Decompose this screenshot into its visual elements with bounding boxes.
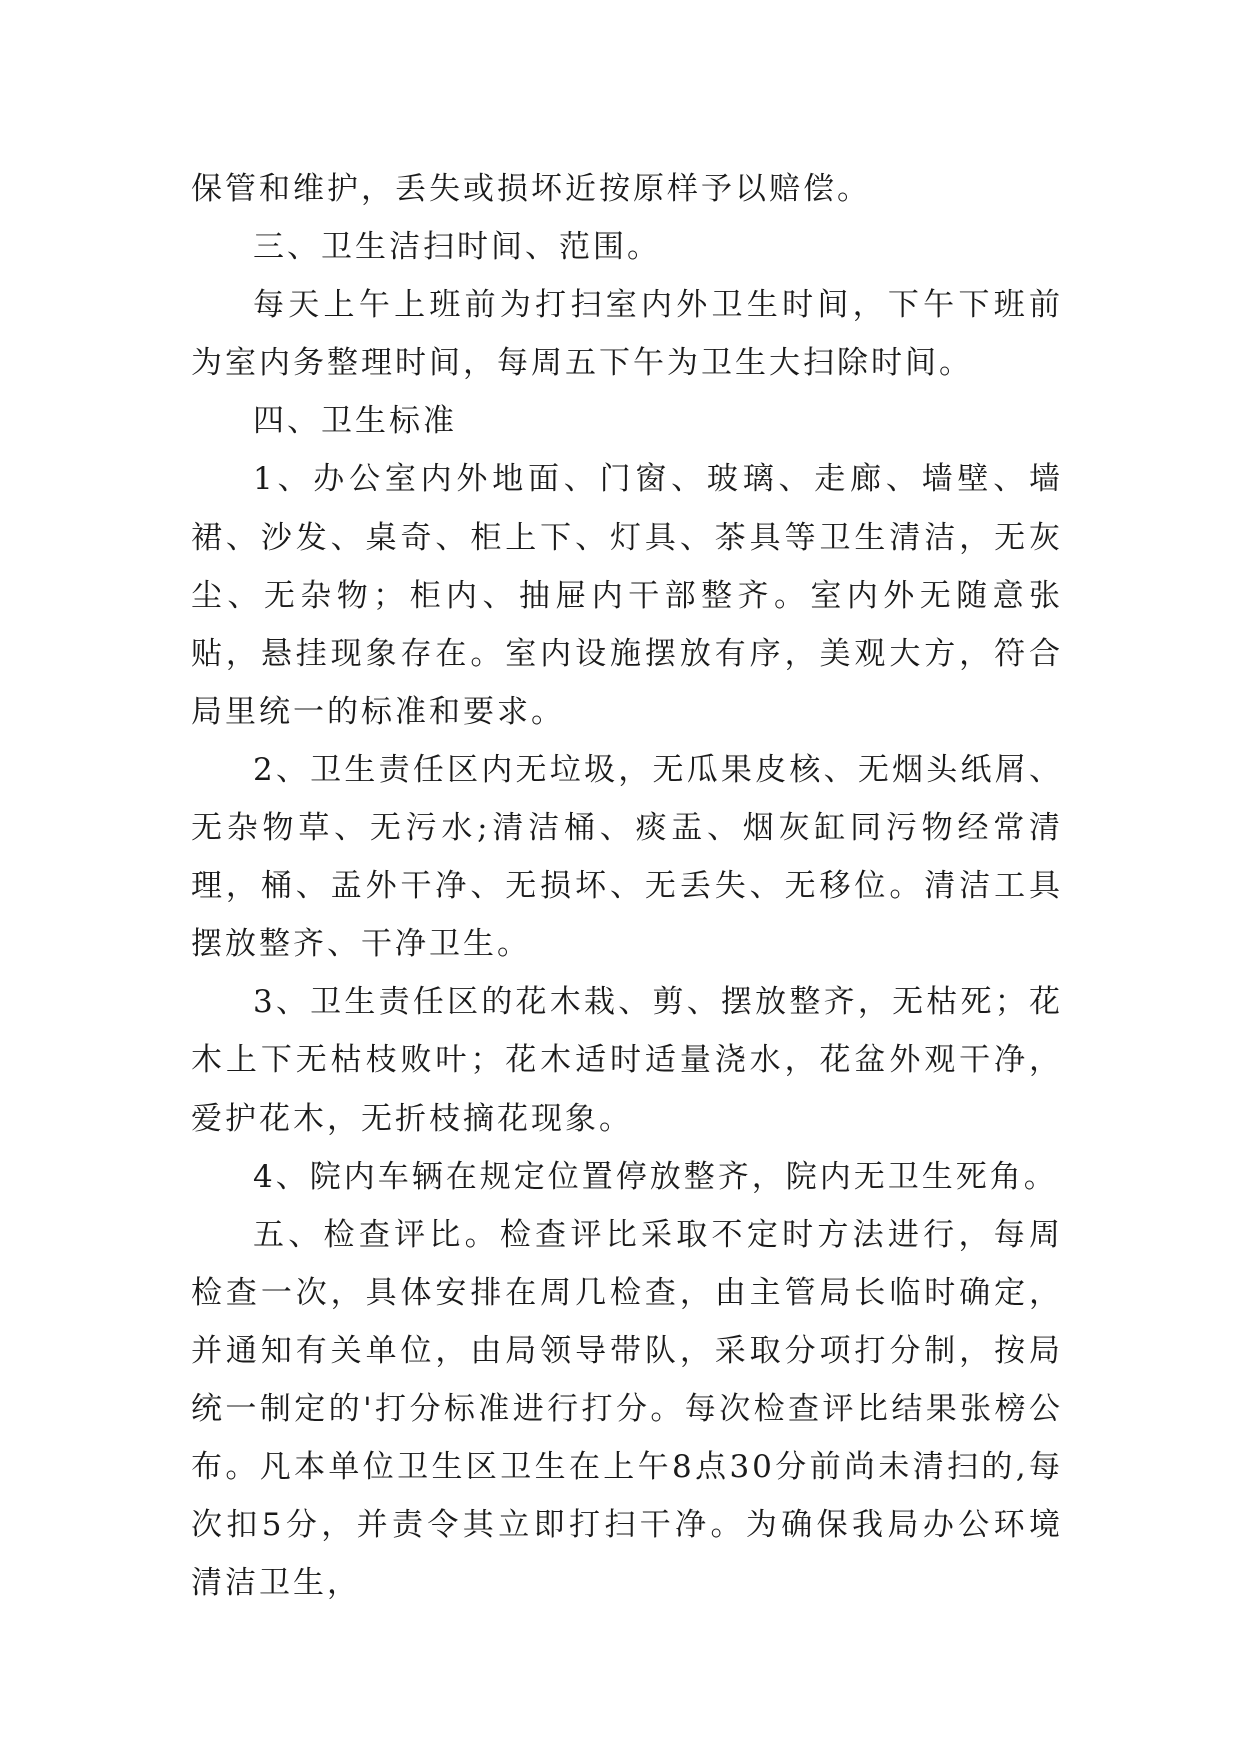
standard-item-4: 4、院内车辆在规定位置停放整齐，院内无卫生死角。 <box>253 1158 1058 1195</box>
document-body <box>191 160 1063 1612</box>
paragraph-schedule: 每天上午上班前为打扫室内外卫生时间，下午下班前为室内务整理时间，每周五下午为卫生大扫除时间。 <box>191 287 1063 382</box>
standard-item-3: 3、卫生责任区的花木栽、剪、摆放整齐，无枯死；花木上下无枯枝败叶；花木适时适量浇水，花盆外观干净，爱护花木，无折枝摘花现象。 <box>191 984 1063 1137</box>
paragraph-continuation: 保管和维护，丢失或损坏近按原样予以赔偿。 <box>191 171 871 207</box>
standard-item-2: 2、卫生责任区内无垃圾，无瓜果皮核、无烟头纸屑、无杂物草、无污水;清洁桶、痰盂、烟灰缸同污物经常清理，桶、盂外干净、无损坏、无丢失、无移位。清洁工具摆放整齐、干净卫生。 <box>191 751 1063 963</box>
standard-item-1: 1、办公室内外地面、门窗、玻璃、走廊、墙壁、墙裙、沙发、桌奇、柜上下、灯具、茶具等卫生清洁，无灰尘、无杂物；柜内、抽屉内干部整齐。室内外无随意张贴，悬挂现象存在。室内设施摆放有序，美观大方，符合局里统一的标准和要求。 <box>191 461 1063 730</box>
section-heading-4: 四、卫生标准 <box>253 403 457 440</box>
section-heading-3: 三、卫生洁扫时间、范围。 <box>253 229 661 266</box>
section-inspection: 五、检查评比。检查评比采取不定时方法进行，每周检查一次，具体安排在周几检查，由主管局长临时确定，并通知有关单位，由局领导带队，采取分项打分制，按局统一制定的'打分标准进行打分。每次检查评比结果张榜公布。凡本单位卫生区卫生在上午8点30分前尚未清扫的,每次扣5分，并责令其立即打扫干净。为确保我局办公环境清洁卫生， <box>191 1216 1063 1602</box>
